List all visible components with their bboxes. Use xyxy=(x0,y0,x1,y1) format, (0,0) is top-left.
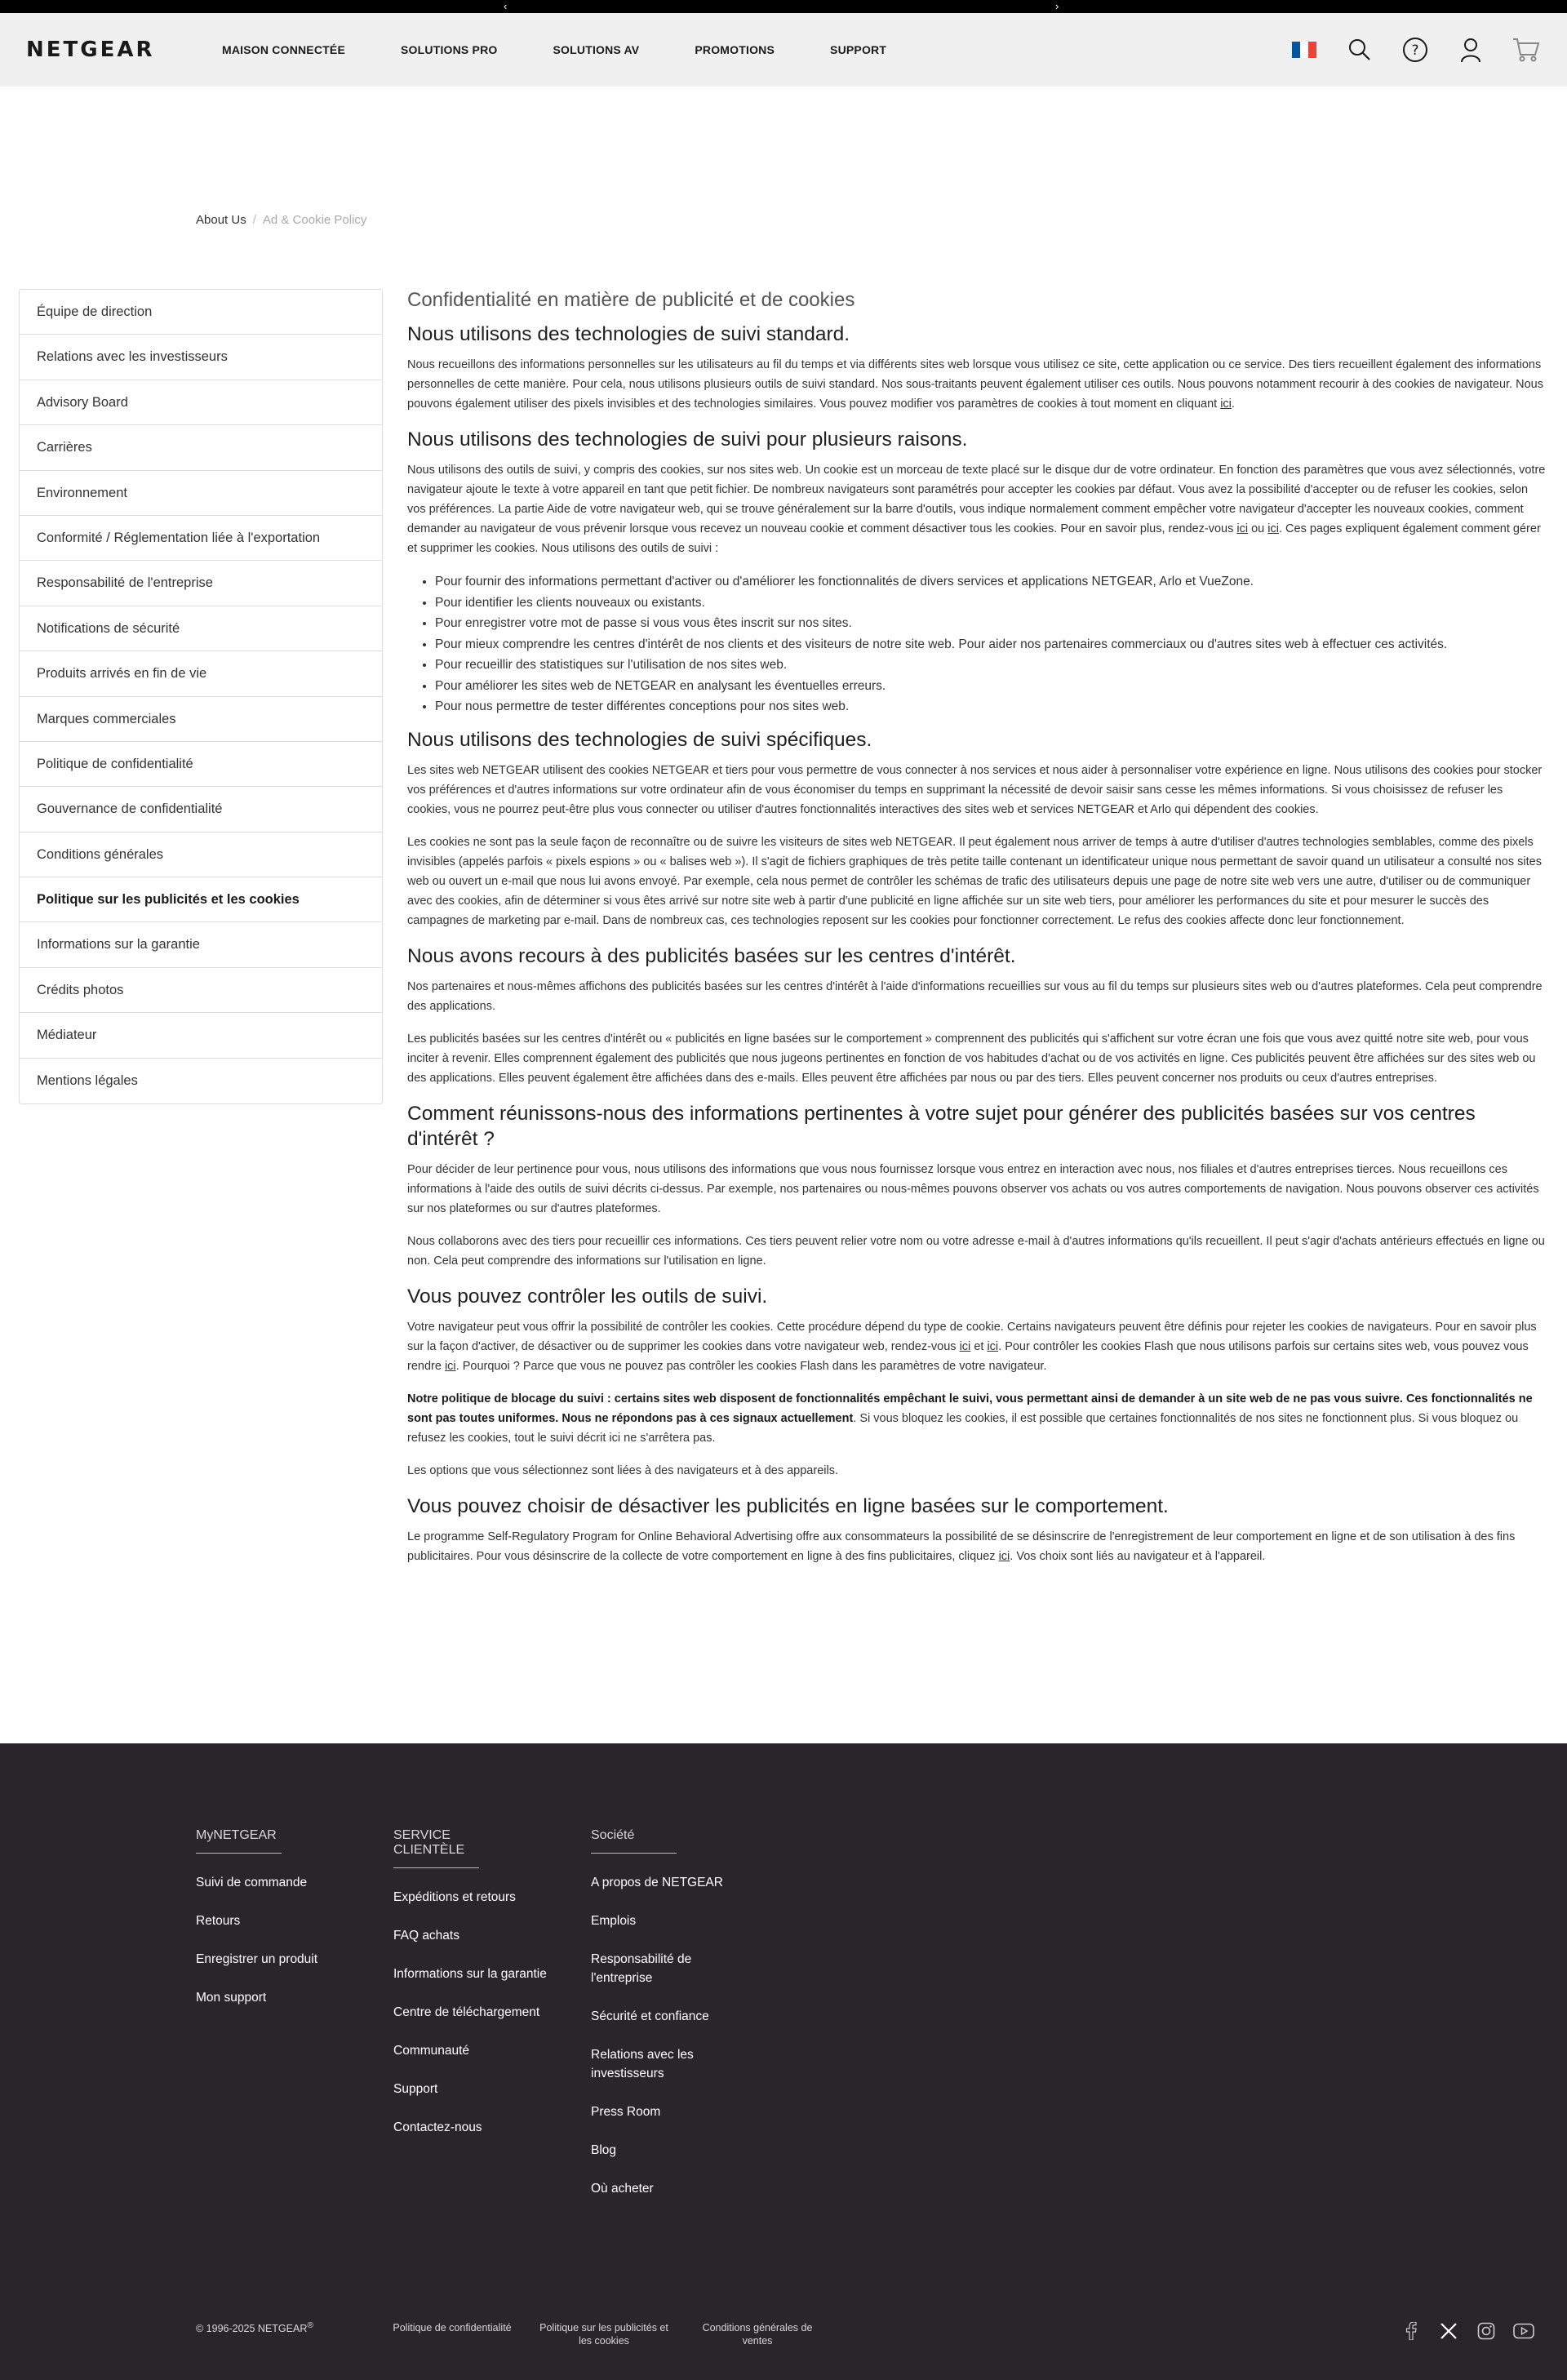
footer-link[interactable]: A propos de NETGEAR xyxy=(591,1876,723,1889)
sidebar-item-mediateur[interactable]: Médiateur xyxy=(20,1013,382,1058)
footer-link[interactable]: Relations avec les investisseurs xyxy=(591,2048,694,2080)
paragraph: Le programme Self-Regulatory Program for Online Behavioral Advertising offre aux consommateurs la possibilité de se désinscrire de l'enregistrement de leur comportement en ligne et de son utilisation à des fins publicitaires. Pour vous désinscrire de la collecte de votre comportement en ligne à des fins publicitaires, cliquez ici. Vos choix sont liés au navigateur et à l'appareil. xyxy=(407,1530,1516,1563)
section-heading-suivi-standard: Nous utilisons des technologies de suivi standard. xyxy=(407,323,850,345)
breadcrumb-about-us[interactable]: About Us xyxy=(196,213,246,227)
footer-link[interactable]: Contactez-nous xyxy=(393,2120,482,2134)
facebook-icon[interactable] xyxy=(1401,2320,1422,2342)
sidebar-item-conditions-generales[interactable]: Conditions générales xyxy=(20,833,382,877)
sidebar-item-environnement[interactable]: Environnement xyxy=(20,471,382,516)
footer-link[interactable]: Mon support xyxy=(196,1991,267,2005)
help-icon[interactable] xyxy=(1401,35,1430,64)
footer-link[interactable]: Press Room xyxy=(591,2105,661,2119)
nav-solutions-pro[interactable]: SOLUTIONS PRO xyxy=(401,43,498,56)
nav-promotions[interactable]: PROMOTIONS xyxy=(695,43,775,56)
list-item: • Pour nous permettre de tester différentes conceptions pour nos sites web. xyxy=(435,696,1547,717)
sidebar-item-carrieres[interactable]: Carrières xyxy=(20,425,382,470)
breadcrumb-separator: / xyxy=(252,213,256,227)
youtube-icon[interactable] xyxy=(1513,2320,1534,2342)
footer-link[interactable]: Retours xyxy=(196,1914,241,1928)
footer-heading: Société xyxy=(591,1828,677,1854)
footer-heading: SERVICE CLIENTÈLE xyxy=(393,1828,479,1868)
footer-col-mynetgear xyxy=(196,1828,388,2027)
copyright: © 1996-2025 NETGEAR® xyxy=(196,2321,314,2335)
cart-icon[interactable] xyxy=(1512,35,1541,64)
footer-bottom-bar xyxy=(196,2319,1567,2351)
list-item: • Pour recueillir des statistiques sur l'utilisation de nos sites web. xyxy=(435,655,1547,676)
promo-bar xyxy=(0,0,1567,13)
sidebar-item-equipe-direction[interactable]: Équipe de direction xyxy=(20,290,382,335)
footer-link[interactable]: Communauté xyxy=(393,2044,470,2058)
footer-link[interactable]: Emplois xyxy=(591,1914,637,1928)
header-icons xyxy=(1290,13,1567,87)
x-icon[interactable] xyxy=(1438,2320,1459,2342)
instagram-icon[interactable] xyxy=(1476,2320,1497,2342)
sidebar-nav xyxy=(19,289,383,1104)
sidebar-item-relations-investisseurs[interactable]: Relations avec les investisseurs xyxy=(20,335,382,380)
footer-terms-link[interactable]: Conditions générales de ventes xyxy=(702,2322,813,2347)
list-item: • Pour fournir des informations permettant d'activer ou d'améliorer les fonctionnalités de divers services et applications NETGEAR, Arlo et VueZone. xyxy=(435,571,1547,593)
promo-next-arrow[interactable]: › xyxy=(1055,0,1059,12)
paragraph: Nous collaborons avec des tiers pour recueillir ces informations. Ces tiers peuvent relier votre nom ou votre adresse e-mail à d'autres informations qu'ils recueillent. Il peut s'agir d'achats antérieurs effectués en ligne ou non. Cela peut comprendre des informations sur l'utilisation en ligne. xyxy=(407,1234,1545,1268)
footer-link[interactable]: Centre de téléchargement xyxy=(393,2005,540,2019)
section-heading-informations-pertinentes: Comment réunissons-nous des informations pertinentes à votre sujet pour générer des publicités basées sur vos centres d'intérêt ? xyxy=(407,1102,1476,1150)
nav-support[interactable]: SUPPORT xyxy=(830,43,887,56)
sidebar-item-gouvernance[interactable]: Gouvernance de confidentialité xyxy=(20,787,382,832)
section-heading-publicites-centres-interet: Nous avons recours à des publicités basées sur les centres d'intérêt. xyxy=(407,944,1016,967)
list-item: • Pour enregistrer votre mot de passe si vous vous êtes inscrit sur nos sites. xyxy=(435,613,1547,634)
list-item: • Pour améliorer les sites web de NETGEAR en analysant les éventuelles erreurs. xyxy=(435,676,1547,697)
netgear-logo[interactable]: NETGEAR xyxy=(26,38,155,62)
tracking-purposes-list xyxy=(435,571,1547,717)
sidebar-item-mentions-legales[interactable]: Mentions légales xyxy=(37,1072,138,1088)
sidebar-item-advisory-board[interactable]: Advisory Board xyxy=(20,380,382,425)
nav-maison-connectee[interactable]: MAISON CONNECTÉE xyxy=(222,43,345,56)
social-links xyxy=(1384,2320,1534,2342)
sidebar-item-politique-confidentialite[interactable]: Politique de confidentialité xyxy=(20,742,382,787)
paragraph: Les publicités basées sur les centres d'intérêt ou « publicités en ligne basées sur le comportement » comprennent des publicités qui s'affichent sur votre écran une fois que vous avez quitté notre site web, pour vous inciter à revenir. Elles comprennent également des publicités que nous jugeons pertinentes en fonction de vos habitudes d'achat ou de vos activités en ligne. Ces publicités peuvent être affichées sur des sites web ou des applications. Elles peuvent également être affichées dans des e-mails. Elles peuvent être affichées par nous ou par des tiers. Elles peuvent concerner nos produits ou ceux d'autres entreprises. xyxy=(407,1032,1536,1085)
site-footer xyxy=(0,1743,1567,2380)
sidebar-item-fin-de-vie[interactable]: Produits arrivés en fin de vie xyxy=(20,651,382,696)
footer-link[interactable]: Blog xyxy=(591,2143,617,2157)
footer-link[interactable]: Informations sur la garantie xyxy=(393,1967,547,1981)
footer-col-service-clientele xyxy=(393,1828,585,2156)
breadcrumb xyxy=(196,213,366,227)
cookie-settings-link[interactable]: ici xyxy=(1220,397,1232,411)
sidebar-item-notifications-securite[interactable]: Notifications de sécurité xyxy=(20,606,382,651)
flash-cookies-link[interactable]: ici xyxy=(444,1359,456,1373)
paragraph: Les options que vous sélectionnez sont liées à des navigateurs et à des appareils. xyxy=(407,1463,838,1477)
account-icon[interactable] xyxy=(1456,35,1485,64)
list-item: • Pour mieux comprendre les centres d'intérêt de nos clients et des visiteurs de notre site web. Pour aider nos partenaires commerciaux ou d'autres sites web à effectuer ces activités. xyxy=(435,634,1547,655)
paragraph: Les cookies ne sont pas la seule façon de reconnaître ou de suivre les visiteurs de sites web NETGEAR. Il peut également nous arriver de temps à autre d'utiliser d'autres technologies semblables, comme des pixels invisibles (appelés parfois « pixels espions » ou « balises web »). Il s'agit de fichiers graphiques de très petite taille contenant un identificateur unique nous permettant de savoir quand un utilisateur a consulté nos sites web ou ouvert un e-mail que nous lui avons envoyé. Par exemple, cela nous permet de contrôler les schémas de trafic des utilisateurs depuis une page de notre site web vers une autre, d'utiliser ou de communiquer avec des cookies, afin de déterminer si vous êtes arrivé sur notre site web à partir d'une publicité en ligne affichée sur un site web tiers, pour améliorer les performances du site et pour mesurer le succès des campagnes de marketing par e-mail. Dans de nombreux cas, ces technologies reposent sur les cookies pour fonctionner correctement. Le refus des cookies affecte donc leur fonctionnement. xyxy=(407,835,1542,927)
section-heading-suivi-specifiques: Nous utilisons des technologies de suivi spécifiques. xyxy=(407,728,872,751)
paragraph: Pour décider de leur pertinence pour vous, nous utilisons des informations que vous nous fournissez lorsque vous entrez en interaction avec nous, nos filiales et d'autres entreprises tierces. Nous recueillons ces informations à l'aide des outils de suivi décrits ci-dessus. Par exemple, nos partenaires ou nous-mêmes pouvons observer vos achats ou vos autres comportements de navigation. Nous pouvons observer ces activités sur nos plateformes ou sur d'autres plateformes. xyxy=(407,1162,1539,1215)
paragraph: Votre navigateur peut vous offrir la possibilité de contrôler les cookies. Cette procédure dépend du type de cookie. Certains navigateurs peuvent être définis pour rejeter les cookies de navigateurs. Pour en savoir plus sur la façon d'activer, de désactiver ou de supprimer les cookies dans votre navigateur web, rendez-vous ici et ici. Pour contrôler les cookies Flash que nous utilisons parfois sur certains sites web, vous pouvez vous rendre ici. Pourquoi ? Parce que vous ne pouvez pas contrôler les cookies Flash dans les paramètres de votre navigateur. xyxy=(407,1320,1537,1373)
footer-ad-cookie-link[interactable]: Politique sur les publicités et les cookies xyxy=(539,2322,668,2347)
section-heading-plusieurs-raisons: Nous utilisons des technologies de suivi pour plusieurs raisons. xyxy=(407,428,968,451)
sidebar-item-conformite[interactable]: Conformité / Réglementation liée à l'exportation xyxy=(20,516,382,561)
footer-link[interactable]: Sécurité et confiance xyxy=(591,2009,709,2023)
list-item: • Pour identifier les clients nouveaux ou existants. xyxy=(435,593,1547,614)
search-icon[interactable] xyxy=(1345,35,1374,64)
language-flag-icon[interactable] xyxy=(1290,35,1319,64)
footer-link[interactable]: FAQ achats xyxy=(393,1929,459,1943)
main-nav xyxy=(222,13,1361,87)
sidebar-item-marques[interactable]: Marques commerciales xyxy=(20,697,382,742)
article xyxy=(407,289,1547,1579)
paragraph: Nous recueillons des informations personnelles sur les utilisateurs au fil du temps et via différents sites web lorsque vous utilisez ce site, cette application ou ce service. Des tiers recueillent également des informations personnelles de cette manière. Pour cela, nous utilisons plusieurs outils de suivi standard. Nos sous-traitants peuvent également utiliser ces outils. Nous pouvons notamment recourir à des cookies de navigateur. Nous pouvons également utiliser des pixels invisibles et des technologies similaires. Vous pouvez modifier vos paramètres de cookies à tout moment en cliquant ici. xyxy=(407,358,1543,411)
paragraph: Les sites web NETGEAR utilisent des cookies NETGEAR et tiers pour vous permettre de vous connecter à nos services et nous aider à personnaliser votre expérience en ligne. Nous utilisons des cookies pour stocker vos préférences et d'autres informations sur votre ordinateur afin de vous économiser du temps en supprimant la nécessité de devoir saisir sans cesse les mêmes informations. Si vous choisissez de refuser les cookies, vous ne pourrez peut-être plus vous connecter ou utiliser d'autres fonctionnalités interactives des sites web et services NETGEAR et Arlo qui dépendent des cookies. xyxy=(407,763,1543,816)
section-heading-desactiver-publicites: Vous pouvez choisir de désactiver les publicités en ligne basées sur le comportement. xyxy=(407,1494,1169,1517)
ici-link[interactable]: ici xyxy=(959,1339,971,1353)
svg-text:?: ? xyxy=(1411,42,1419,59)
footer-col-societe xyxy=(591,1828,783,2218)
sidebar-item-responsabilite[interactable]: Responsabilité de l'entreprise xyxy=(20,561,382,606)
ici-link[interactable]: ici xyxy=(1236,522,1249,535)
ici-link[interactable]: ici xyxy=(987,1339,999,1353)
footer-heading: MyNETGEAR xyxy=(196,1828,282,1854)
promo-prev-arrow[interactable]: ‹ xyxy=(504,0,508,12)
ici-link[interactable]: ici xyxy=(1267,522,1279,535)
sidebar-item-garantie[interactable]: Informations sur la garantie xyxy=(20,922,382,967)
footer-link[interactable]: Enregistrer un produit xyxy=(196,1952,318,1966)
footer-link[interactable]: Expéditions et retours xyxy=(393,1890,516,1904)
footer-link[interactable]: Support xyxy=(393,2082,438,2096)
opt-out-link[interactable]: ici xyxy=(998,1549,1010,1563)
nav-solutions-av[interactable]: SOLUTIONS AV xyxy=(553,43,640,56)
french-flag xyxy=(1292,42,1316,58)
page-title: Confidentialité en matière de publicité et de cookies xyxy=(407,289,855,311)
paragraph: Nos partenaires et nous-mêmes affichons des publicités basées sur les centres d'intérêt à l'aide d'informations recueillies sur vous au fil du temps sur plusieurs sites web ou d'autres plateformes. Cela peut comprendre des applications. xyxy=(407,979,1543,1013)
sidebar-item-credits-photos[interactable]: Crédits photos xyxy=(20,968,382,1013)
breadcrumb-current: Ad & Cookie Policy xyxy=(262,213,367,227)
footer-link[interactable]: Responsabilité de l'entreprise xyxy=(591,1952,692,1985)
paragraph: Notre politique de blocage du suivi : certains sites web disposent de fonctionnalités empêchant le suivi, vous permettant ainsi de demander à un site web de ne pas vous suivre. Ces fonctionnalités ne sont pas toutes uniformes. Nous ne répondons pas à ces signaux actuellement. Si vous bloquez les cookies, il est possible que certaines fonctionnalités de nos sites ne fonctionnent plus. Si vous bloquez ou refusez les cookies, tout le suivi décrit ici ne s'arrêtera pas. xyxy=(407,1392,1533,1445)
footer-link[interactable]: Suivi de commande xyxy=(196,1876,308,1889)
footer-link[interactable]: Où acheter xyxy=(591,2182,654,2196)
content-area xyxy=(0,87,1567,1743)
section-heading-controler-outils: Vous pouvez contrôler les outils de suivi. xyxy=(407,1285,768,1308)
sidebar-item-publicites-cookies[interactable]: Politique sur les publicités et les cookies xyxy=(20,877,382,922)
footer-privacy-link[interactable]: Politique de confidentialité xyxy=(393,2322,512,2333)
paragraph: Nous utilisons des outils de suivi, y compris des cookies, sur nos sites web. Un cookie est un morceau de texte placé sur le disque dur de votre ordinateur. En fonction des paramètres que vous avez sélectionnés, votre navigateur ajoute le texte à votre appareil en tant que petit fichier. De nombreux navigateurs sont paramétrés pour accepter les cookies par défaut. Vous avez la possibilité d'accepter ou de refuser les cookies, selon vos préférences. La partie Aide de votre navigateur web, qui se trouve généralement sur la barre d'outils, vous indique normalement comment empêcher votre navigateur d'accepter les nouveaux cookies, comment demander au navigateur de vous prévenir lorsque vous recevez un nouveau cookie et comment désactiver tous les cookies. Pour en savoir plus, rendez-vous ici ou ici. Ces pages expliquent également comment gérer et supprimer les cookies. Nous utilisons des outils de suivi : xyxy=(407,464,1546,555)
site-header xyxy=(0,13,1567,87)
